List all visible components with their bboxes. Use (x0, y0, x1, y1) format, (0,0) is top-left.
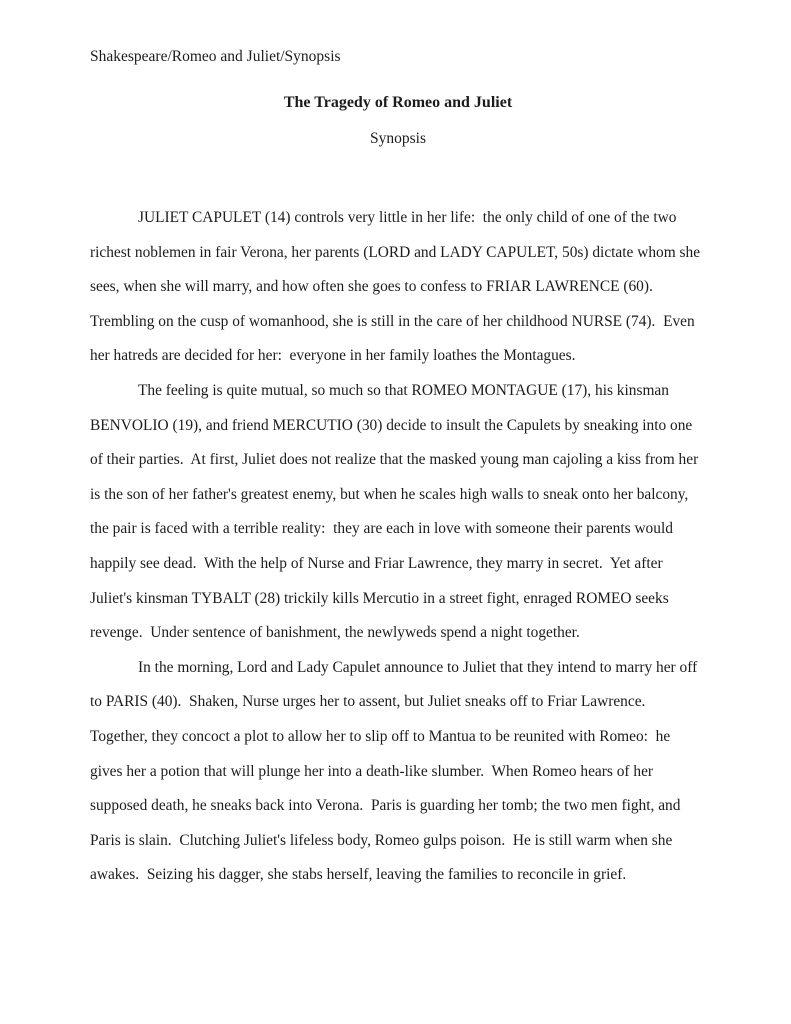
synopsis-paragraph-3: In the morning, Lord and Lady Capulet announce to Juliet that they intend to marry her off to PARIS (40). Shaken, Nurse urges her to assent, but Juliet sneaks off to Friar Lawrence. Together, they concoct a plot to allow her to slip off to Mantua to be reunited with Romeo: he gives her a potion that will plunge her into a death-like slumber. When Romeo hears of her supposed death, he sneaks back into Verona. Paris is guarding her tomb; the two men fight, and Paris is slain. Clutching Juliet's lifeless body, Romeo gulps poison. He is still warm when she awakes. Seizing his dagger, she stabs herself, leaving the families to reconcile in grief. (90, 658, 702, 884)
document-title: The Tragedy of Romeo and Juliet (283, 94, 513, 111)
synopsis-body (90, 201, 706, 893)
document-content (90, 48, 706, 893)
document-subtitle: Synopsis (370, 130, 426, 147)
breadcrumb-header: Shakespeare/Romeo and Juliet/Synopsis (90, 48, 341, 65)
synopsis-paragraph-2: The feeling is quite mutual, so much so that ROMEO MONTAGUE (17), his kinsman BENVOLIO (19), and friend MERCUTIO (30) decide to insult the Capulets by sneaking into one of their parties. At first, Juliet does not realize that the masked young man cajoling a kiss from her is the son of her father's greatest enemy, but when he scales high walls to sneak onto her balcony, the pair is faced with a terrible reality: they are each in love with someone their parents would happily see dead. With the help of Nurse and Friar Lawrence, they marry in secret. Yet after Juliet's kinsman TYBALT (28) trickily kills Mercutio in a street fight, enraged ROMEO seeks revenge. Under sentence of banishment, the newlyweds spend a night together. (90, 381, 703, 642)
synopsis-paragraph-1: JULIET CAPULET (14) controls very little in her life: the only child of one of the two richest noblemen in fair Verona, her parents (LORD and LADY CAPULET, 50s) dictate whom she sees, when she will marry, and how often she goes to confess to FRIAR LAWRENCE (60). Trembling on the cusp of womanhood, she is still in the care of her childhood NURSE (74). Even her hatreds are decided for her: everyone in her family loathes the Montagues. (90, 209, 704, 365)
